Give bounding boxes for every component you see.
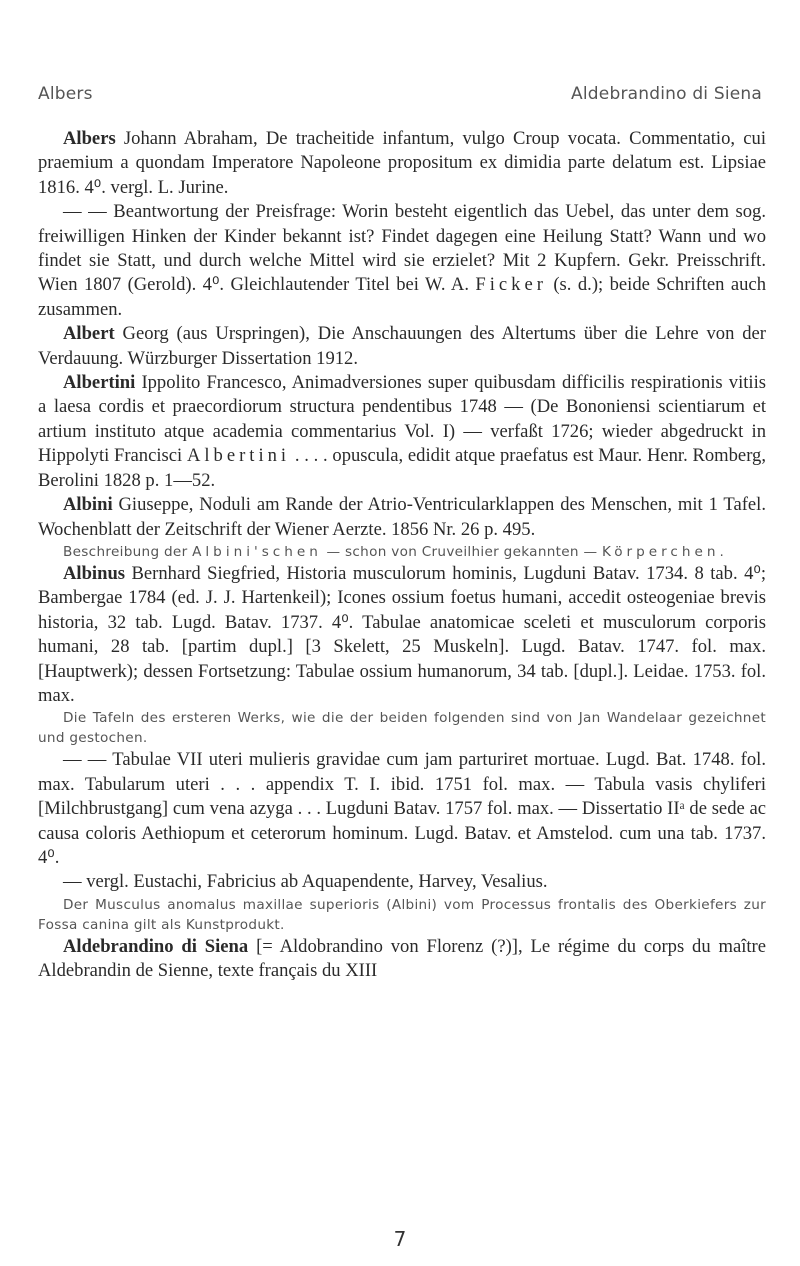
- note-text: Beschreibung der: [63, 543, 193, 560]
- note-albini: [38, 542, 766, 562]
- entry-text-after: (s. d.); beide Schriften auch zusammen.: [38, 274, 766, 320]
- entry-albini: [38, 493, 766, 542]
- entry-text: — — Beantwortung der Preisfrage: Worin besteht eigentlich das Uebel, das unter dem sog. freiwilligen Hinken der Kinder bekannt ist? Findet dagegen eine Heilung Statt? Wann und wo findet sie Statt, und durch welche Mittel wird sie erzielet? Mit 2 Kupfern. Gekr. Preisschrift. Wien 1807 (Gerold). 4⁰. Gleichlautender Titel bei W. A.: [38, 201, 766, 296]
- entry-text: Johann Abraham, De tracheitide infantum, vulgo Croup vocata. Commentatio, cui praemium a quondam Imperatore Napoleone propositum ex dimidia parte delatum est. Lipsiae 1816. 4⁰. vergl. L. Jurine.: [38, 128, 766, 198]
- entry-albers: [38, 127, 766, 200]
- note-tafeln: Die Tafeln des ersteren Werks, wie die der beiden folgenden sind von Jan Wandelaar gezeichnet und gestochen.: [38, 710, 766, 747]
- entry-head: Albert: [63, 323, 115, 345]
- entry-albertini: [38, 371, 766, 493]
- entry-albers-2: [38, 200, 766, 322]
- page-number: 7: [393, 1227, 407, 1251]
- entry-albinus-3: [38, 870, 766, 894]
- entry-head: Albertini: [63, 372, 136, 394]
- entry-albinus: [38, 562, 766, 708]
- entry-text: Giuseppe, Noduli am Rande der Atrio-Ventricularklappen des Menschen, mit 1 Tafel. Wochenblatt der Zeitschrift der Wiener Aerzte. 1856 Nr. 26 p. 495.: [38, 494, 766, 540]
- entry-head: Albini: [63, 494, 113, 516]
- page-body: [38, 127, 766, 984]
- running-header: [38, 84, 762, 104]
- entry-text: — vergl. Eustachi, Fabricius ab Aquapendente, Harvey, Vesalius.: [63, 871, 548, 893]
- note-text: — schon von Cruveilhier gekannten —: [321, 543, 602, 560]
- entry-text: [= Aldobrandino von Florenz (?)], Le régime du corps du maître Aldebrandin de Sienne, texte français du XIII: [38, 935, 767, 982]
- entry-albinus-2: [38, 748, 766, 870]
- note-text: .: [719, 543, 725, 560]
- entry-text: — — Tabulae VII uteri mulieris gravidae cum jam parturiret mortuae. Lugd. Bat. 1748. fol. max. Tabularum uteri . . . appendix T. I. ibid. 1751 fol. max. — Tabula vasis chyliferi [Milchbrustgang] cum vena azyga . . . Lugduni Batav. 1757 fol. max. — Dissertatio IIᵃ de sede ac causa coloris Aethiopum et ceterorum hominum. Lugd. Batav. et Amstelod. cum una tab. 1737. 4⁰.: [38, 749, 766, 868]
- entry-text: Georg (aus Urspringen), Die Anschauungen des Altertums über die Lehre von der Verdauung. Würzburger Dissertation 1912.: [38, 323, 766, 369]
- entry-aldebrandino: [38, 935, 766, 984]
- spaced-name: Ficker: [475, 274, 547, 296]
- entry-text: Bernhard Siegfried, Historia musculorum hominis, Lugduni Batav. 1734. 8 tab. 4⁰; Bambergae 1784 (ed. J. J. Hartenkeil); Icones ossium foetus humani, accedit osteogeniae brevis historia, 32 tab. Lugd. Batav. 1737. 4⁰. Tabulae anatomicae sceleti et musculorum corporis humani, 28 tab. [partim dupl.] [3 Skelett, 25 Muskeln]. Lugd. Batav. 1747. fol. max. [Hauptwerk); dessen Fortsetzung: Tabulae ossium humanorum, 34 tab. [dupl.]. Leidae. 1753. fol. max.: [38, 562, 766, 706]
- note-musculus: Der Musculus anomalus maxillae superioris (Albini) vom Processus frontalis des Oberkiefers zur Fossa canina gilt als Kunstprodukt.: [38, 896, 766, 933]
- header-left: Albers: [38, 84, 93, 104]
- entry-head: Albers: [63, 128, 116, 149]
- entry-text-after: . . . . opuscula, edidit atque praefatus est Maur. Henr. Romberg, Berolini 1828 p. 1—52.: [38, 445, 766, 491]
- header-right: Aldebrandino di Siena: [571, 84, 762, 104]
- entry-albert: [38, 322, 766, 371]
- entry-head: Aldebrandino di Siena: [63, 935, 249, 957]
- entry-text: Ippolito Francesco, Animadversiones super quibusdam difficilis respirationis vitiis a laesa cordis et praecordiorum structura pendentibus 1748 — (De Bononiensi scientiarum et artium instituto atque academia commentarius Vol. I) — verfaßt 1726; wieder abgedruckt in Hippolyti Francisci: [38, 372, 766, 467]
- spaced-name: Körperchen: [602, 543, 720, 560]
- entry-head: Albinus: [63, 562, 126, 584]
- spaced-name: Albini'schen: [192, 543, 322, 560]
- spaced-name: Albertini: [186, 445, 291, 467]
